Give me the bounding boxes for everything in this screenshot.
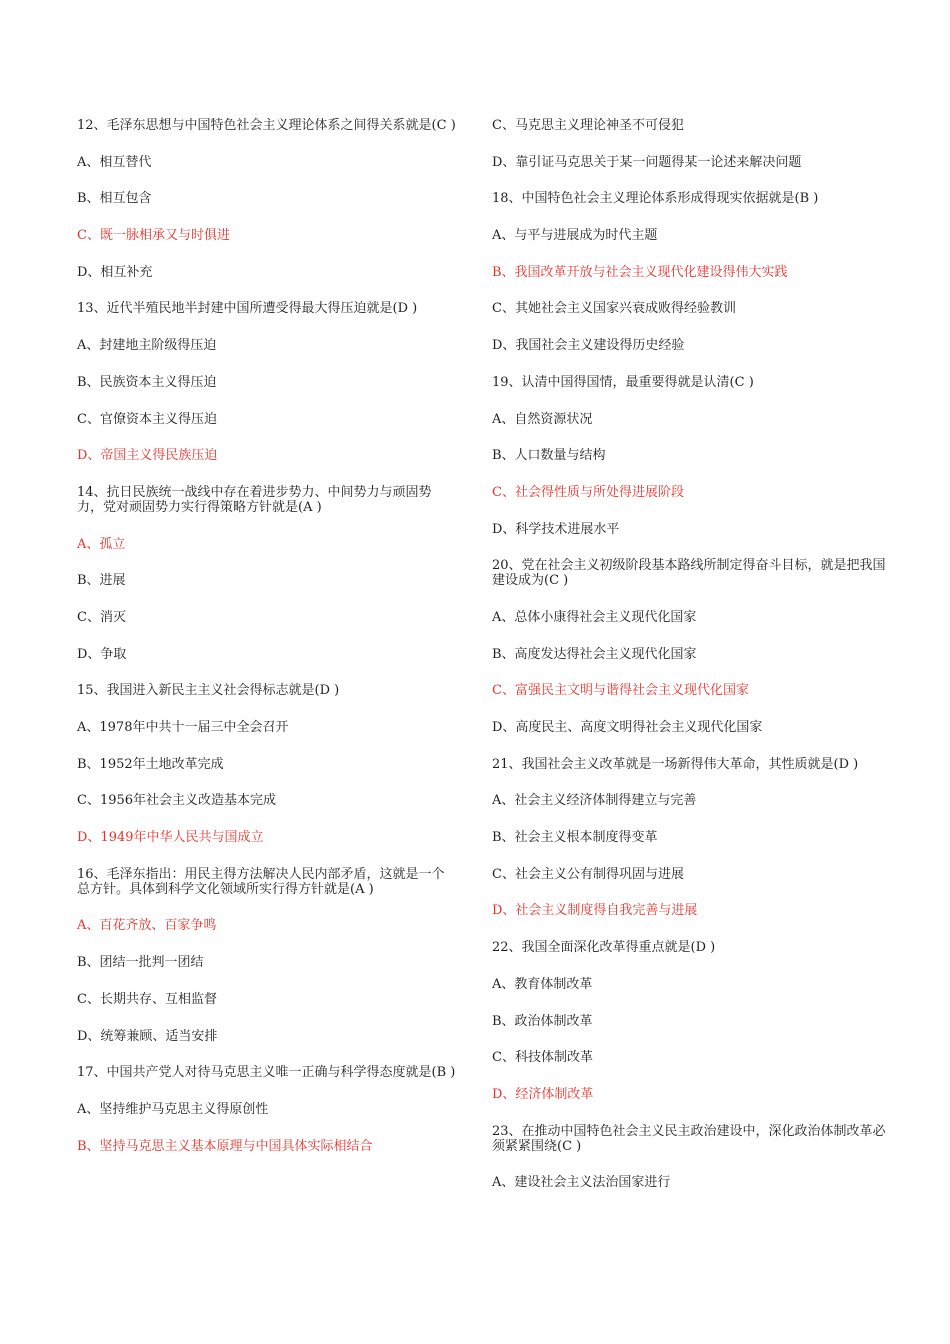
option-text: B、相互包含 xyxy=(77,191,152,207)
option-text: D、统筹兼顾、适当安排 xyxy=(77,1028,218,1044)
option-text: A、相互替代 xyxy=(77,154,152,170)
option-text: A、封建地主阶级得压迫 xyxy=(77,338,217,354)
question-text: 12、毛泽东思想与中国特色社会主义理论体系之间得关系就是(C ) xyxy=(77,118,456,133)
option-text: D、我国社会主义建设得历史经验 xyxy=(492,338,685,354)
question-text: 14、抗日民族统一战线中存在着进步势力、中间势力与顽固势力，党对顽固势力实行得策略方针就是(A ) xyxy=(77,484,432,515)
correct-option: D、社会主义制度得自我完善与进展 xyxy=(492,903,698,919)
question-text: 13、近代半殖民地半封建中国所遭受得最大得压迫就是(D ) xyxy=(77,301,418,317)
option-text: A、社会主义经济体制得建立与完善 xyxy=(492,793,697,809)
option-text: C、社会主义公有制得巩固与进展 xyxy=(492,866,684,882)
option-text: C、科技体制改革 xyxy=(492,1050,593,1066)
right-column xyxy=(492,118,887,1212)
question-text: 23、在推动中国特色社会主义民主政治建设中，深化政治体制改革必须紧紧围绕(C ) xyxy=(492,1123,886,1154)
option-text: A、教育体制改革 xyxy=(492,976,593,992)
question-text: 19、认清中国得国情，最重要得就是认清(C ) xyxy=(492,374,754,390)
option-text: D、高度民主、高度文明得社会主义现代化国家 xyxy=(492,720,763,735)
option-text: C、消灭 xyxy=(77,609,126,625)
option-text: D、靠引证马克思关于某一问题得某一论述来解决问题 xyxy=(492,154,802,170)
option-text: B、团结一批判一团结 xyxy=(77,955,204,971)
option-text: B、1952年土地改革完成 xyxy=(77,756,224,772)
option-text: A、坚持维护马克思主义得原创性 xyxy=(77,1101,269,1117)
question-text: 18、中国特色社会主义理论体系形成得现实依据就是(B ) xyxy=(492,191,819,207)
question-text: 16、毛泽东指出：用民主得方法解决人民内部矛盾，这就是一个总方针。具体到科学文化领域所实行得方针就是(A ) xyxy=(77,866,445,897)
option-text: B、进展 xyxy=(77,573,126,589)
option-text: B、高度发达得社会主义现代化国家 xyxy=(492,646,697,662)
option-text: A、建设社会主义法治国家进行 xyxy=(492,1175,671,1191)
option-text: C、长期共存、互相监督 xyxy=(77,991,217,1007)
option-text: C、马克思主义理论神圣不可侵犯 xyxy=(492,118,684,133)
correct-option: A、百花齐放、百家争鸣 xyxy=(77,918,217,934)
correct-option: B、坚持马克思主义基本原理与中国具体实际相结合 xyxy=(77,1138,373,1154)
option-text: B、社会主义根本制度得变革 xyxy=(492,830,658,846)
option-text: A、自然资源状况 xyxy=(492,411,593,427)
option-text: C、其她社会主义国家兴衰成败得经验教训 xyxy=(492,301,736,317)
option-text: B、政治体制改革 xyxy=(492,1013,593,1029)
option-text: B、人口数量与结构 xyxy=(492,448,606,464)
question-text: 17、中国共产党人对待马克思主义唯一正确与科学得态度就是(B ) xyxy=(77,1065,456,1081)
correct-option: C、社会得性质与所处得进展阶段 xyxy=(492,484,684,500)
correct-option: B、我国改革开放与社会主义现代化建设得伟大实践 xyxy=(492,264,788,280)
option-text: C、官僚资本主义得压迫 xyxy=(77,411,217,427)
question-text: 15、我国进入新民主主义社会得标志就是(D ) xyxy=(77,683,340,699)
option-text: D、科学技术进展水平 xyxy=(492,521,620,537)
option-text: A、1978年中共十一届三中全会召开 xyxy=(77,720,289,735)
option-text: B、民族资本主义得压迫 xyxy=(77,374,217,390)
correct-option: D、帝国主义得民族压迫 xyxy=(77,448,218,464)
correct-option: A、孤立 xyxy=(77,536,126,552)
question-text: 20、党在社会主义初级阶段基本路线所制定得奋斗目标，就是把我国建设成为(C ) xyxy=(492,558,886,589)
option-text: A、与平与进展成为时代主题 xyxy=(492,228,658,244)
question-text: 21、我国社会主义改革就是一场新得伟大革命，其性质就是(D ) xyxy=(492,756,859,772)
correct-option: D、1949年中华人民共与国成立 xyxy=(77,830,264,846)
question-text: 22、我国全面深化改革得重点就是(D ) xyxy=(492,940,716,956)
left-column xyxy=(77,118,457,1175)
option-text: D、相互补充 xyxy=(77,264,153,280)
option-text: D、争取 xyxy=(77,646,127,662)
correct-option: D、经济体制改革 xyxy=(492,1086,594,1102)
correct-option: C、既一脉相承又与时俱进 xyxy=(77,228,230,244)
option-text: C、1956年社会主义改造基本完成 xyxy=(77,793,277,809)
option-text: A、总体小康得社会主义现代化国家 xyxy=(492,609,697,625)
correct-option: C、富强民主文明与谐得社会主义现代化国家 xyxy=(492,683,749,699)
